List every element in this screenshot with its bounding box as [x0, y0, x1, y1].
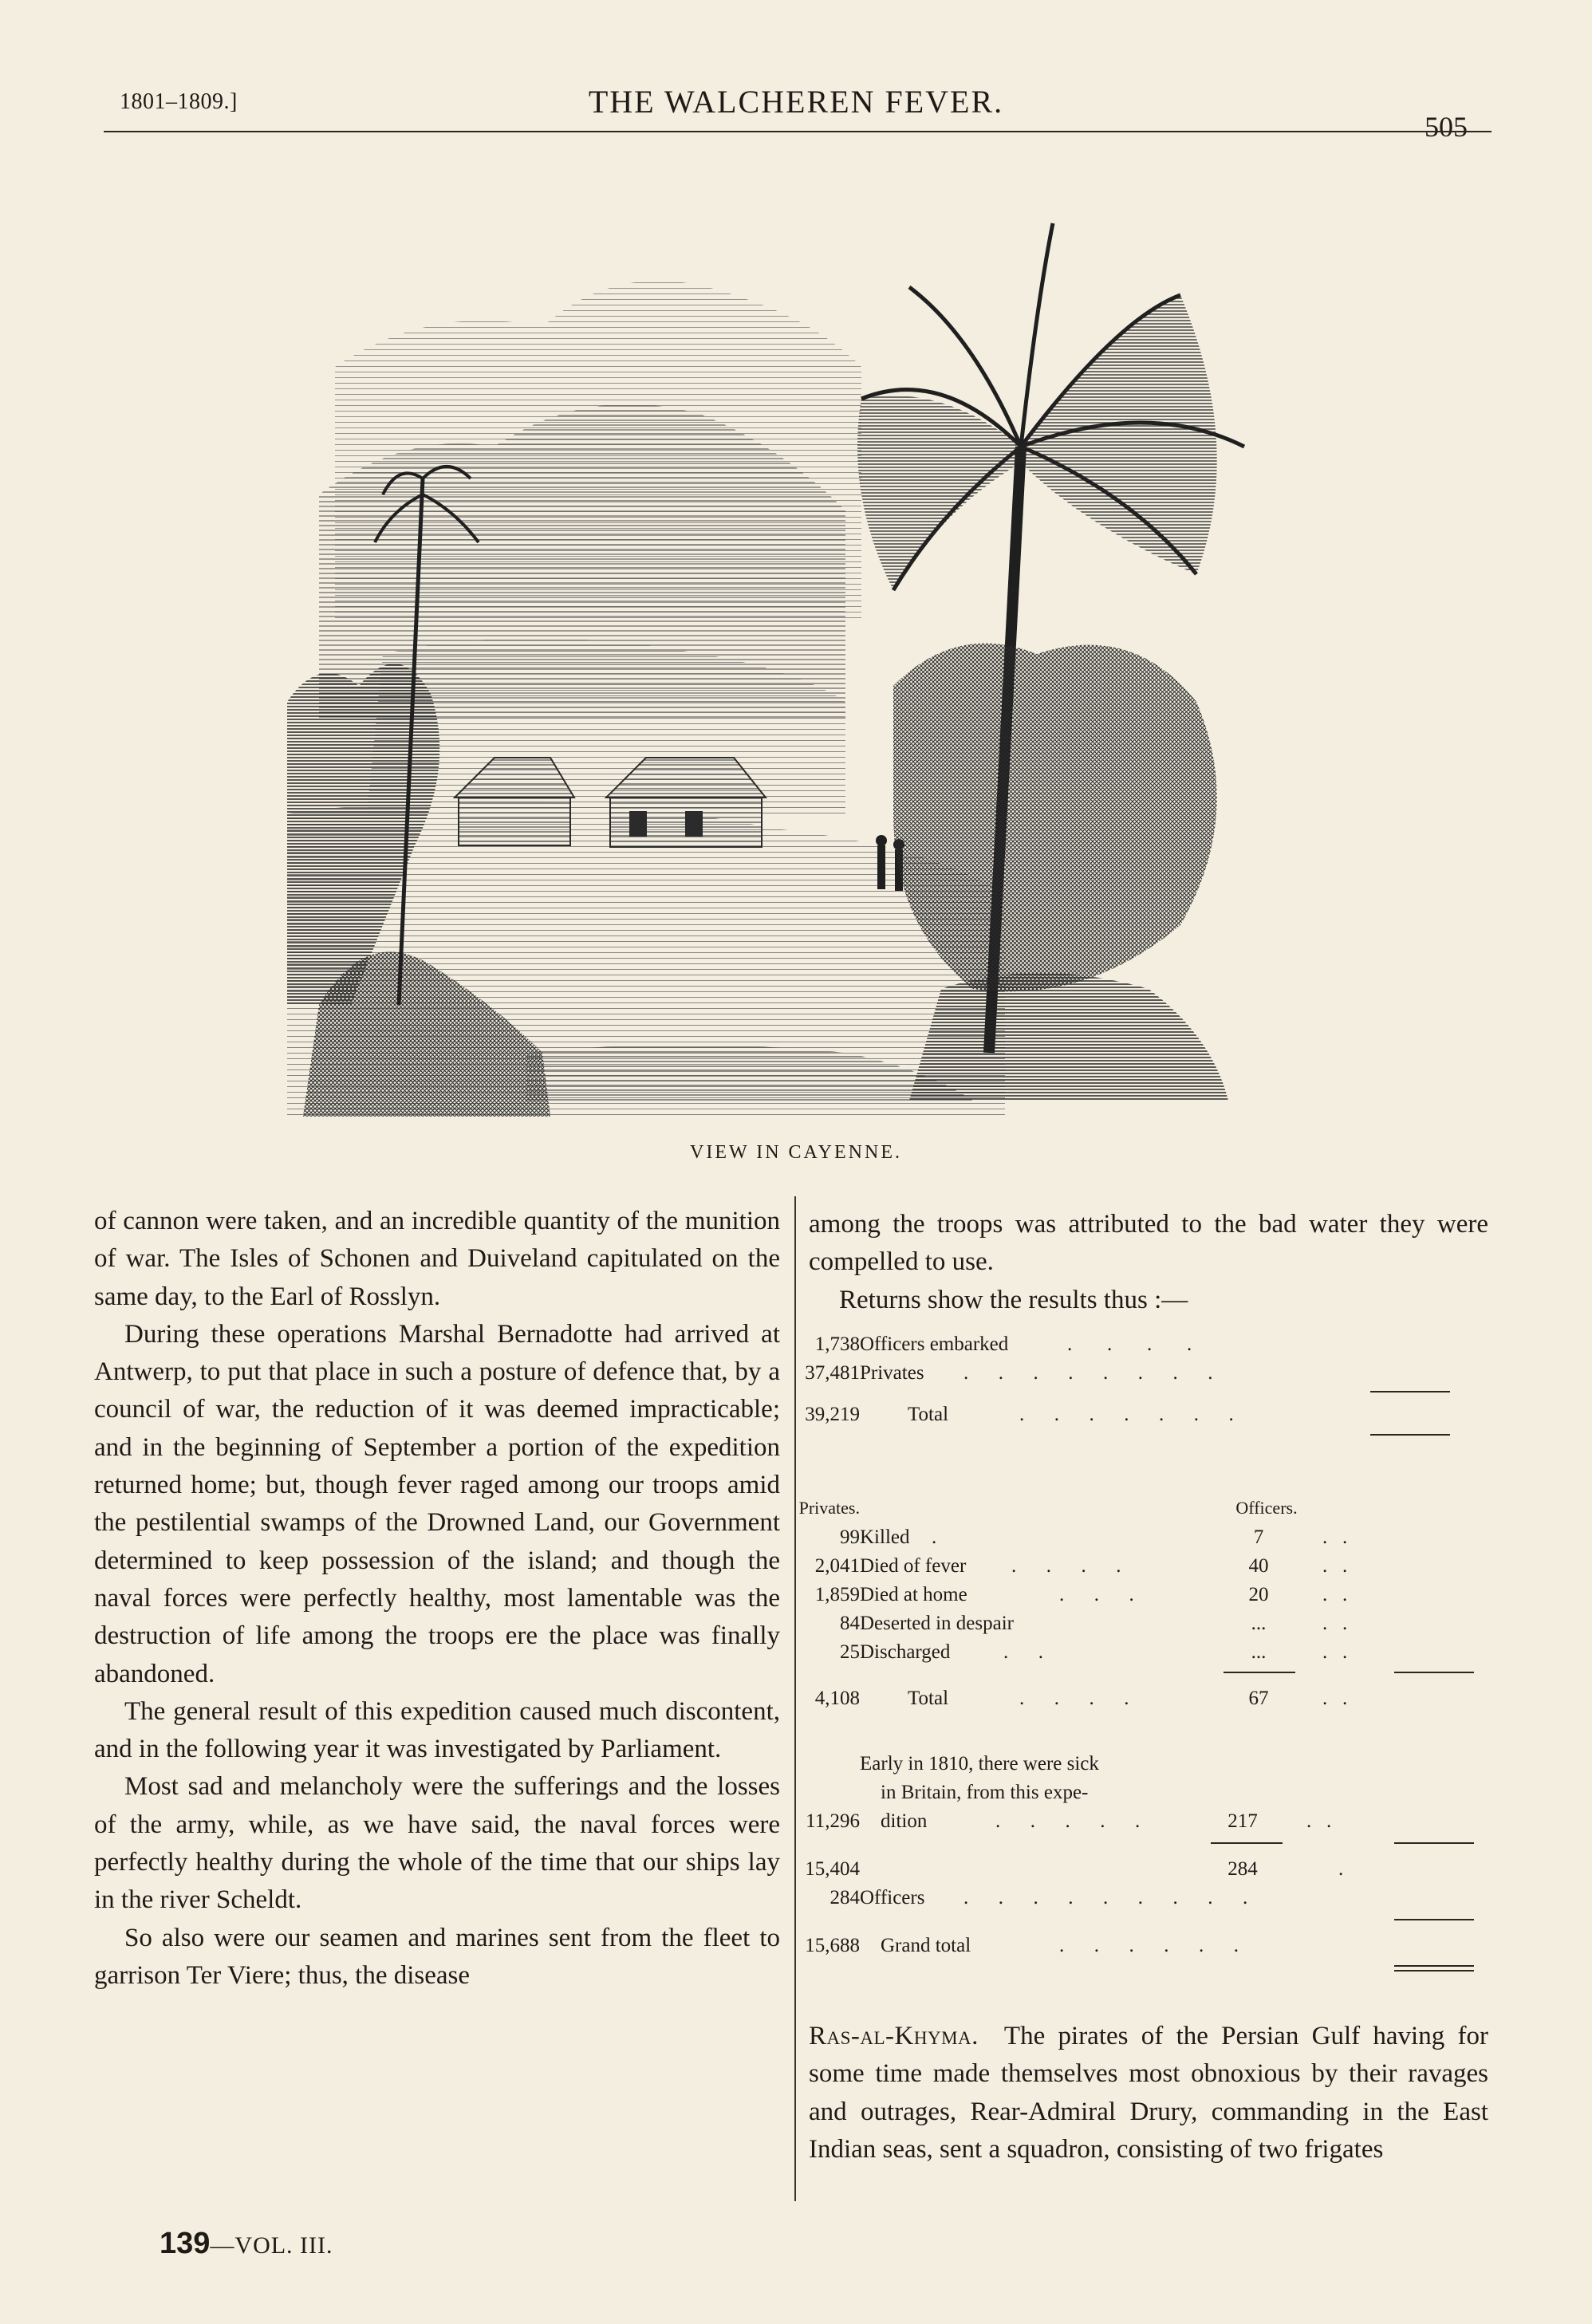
header-officers: Officers. — [1235, 1498, 1298, 1518]
row-value: 37,481 — [805, 1362, 860, 1384]
returns-intro: Returns show the results thus :— — [839, 1285, 1188, 1314]
officers-label: Officers — [860, 1887, 925, 1908]
sick-label-line-3: dition — [881, 1810, 928, 1832]
sick-table: Early in 1810, there were sick in Britain, from this expe- dition . . . . . 217 . . 11,296 284 . 15,404 Officers . . . . . . . . . 284 Grand total . . . . . . 15,688 — [860, 1753, 1474, 1992]
casualty-table: Officers. Privates. Killed . 7 . . 99 Died of fever . . . . 40 . . 2,041 Died at home . . . 20 . . 1,859 Deserted in despair ... . . 84 Discharged . . ... . . 25 Total . . . . 67 . . 4,108 — [860, 1498, 1474, 1729]
sick-officers: 217 — [1227, 1810, 1258, 1832]
footer-signature — [160, 2227, 333, 2261]
illustration-caption: VIEW IN CAYENNE. — [690, 1142, 902, 1163]
grand-total-value: 15,688 — [805, 1935, 860, 1956]
right-column-intro — [809, 1206, 1488, 1319]
cayenne-engraving-illustration — [287, 207, 1292, 1117]
embarked-table: Officers embarked . . . . 1,738 Privates . . . . . . . . 37,481 Total . . . . . . . 39,219 — [860, 1333, 1450, 1445]
signature-number: 139 — [160, 2227, 211, 2260]
left-paragraph-4: Most sad and melancholy were the sufferings and the losses of the army, while, as we have said, the naval forces were perfectly healthy during the whole of the time that our ships lay in the river Scheldt. — [94, 1772, 780, 1915]
running-title: THE WALCHEREN FEVER. — [588, 84, 1004, 120]
row-label: Officers embarked — [860, 1333, 1009, 1355]
right-intro-paragraph: among the troops was attributed to the bad water they were compelled to use. — [809, 1210, 1488, 1277]
grand-total-label: Grand total — [881, 1935, 971, 1956]
total-value: 39,219 — [805, 1404, 860, 1425]
header-dates: 1801–1809.] — [120, 89, 238, 114]
ras-heading: Ras-al-Khyma. — [809, 2022, 979, 2050]
sick-privates: 11,296 — [806, 1810, 860, 1832]
header-privates: Privates. — [798, 1498, 860, 1518]
header-rule — [104, 131, 1492, 132]
left-paragraph-3: The general result of this expedition caused much discontent, and in the following year it was investigated by Parliament. — [94, 1696, 780, 1764]
ras-al-khyma-paragraph — [809, 2018, 1488, 2168]
left-paragraph-1: of cannon were taken, and an incredible quantity of the munition of war. The Isles of Schonen and Duiveland capitulated on the same day, to the Earl of Rosslyn. — [94, 1207, 780, 1311]
row-value: 1,738 — [814, 1333, 860, 1355]
volume-label: —VOL. III. — [210, 2232, 333, 2259]
subtotal-officers: 284 — [1227, 1858, 1258, 1880]
left-column — [94, 1203, 780, 1995]
total-label: Total — [908, 1404, 949, 1425]
subtotal-privates: 15,404 — [805, 1858, 860, 1880]
page-number: 505 — [1425, 111, 1468, 143]
ras-text: The pirates of the Persian Gulf having for some time made themselves most obnoxious by their ravages and outrages, Rear-Admiral Drury, commanding in the East Indian seas, sent a squadron, consisting of two frigates — [809, 2022, 1488, 2164]
sick-label-line-2: in Britain, from this expe- — [881, 1782, 1089, 1803]
officers-value: 284 — [829, 1887, 860, 1908]
sick-label-line-1: Early in 1810, there were sick — [860, 1753, 1099, 1775]
left-paragraph-5: So also were our seamen and marines sent from the fleet to garrison Ter Viere; thus, the disease — [94, 1923, 780, 1990]
left-paragraph-2: During these operations Marshal Bernadotte had arrived at Antwerp, to put that place in such a posture of defence that, by a council of war, the reduction of it was deemed impracticable; and in the beginning of September a portion of the expedition returned home; but, though fever raged among our troops amid the pestilential swamps of the Drowned Land, our Government determined to keep possession of the island; and though the naval forces were perfectly healthy, most lamentable was the destruction of life among the troops ere the place was finally abandoned. — [94, 1319, 780, 1688]
ras-al-khyma-section — [809, 2018, 1488, 2168]
row-label: Privates — [860, 1362, 924, 1384]
